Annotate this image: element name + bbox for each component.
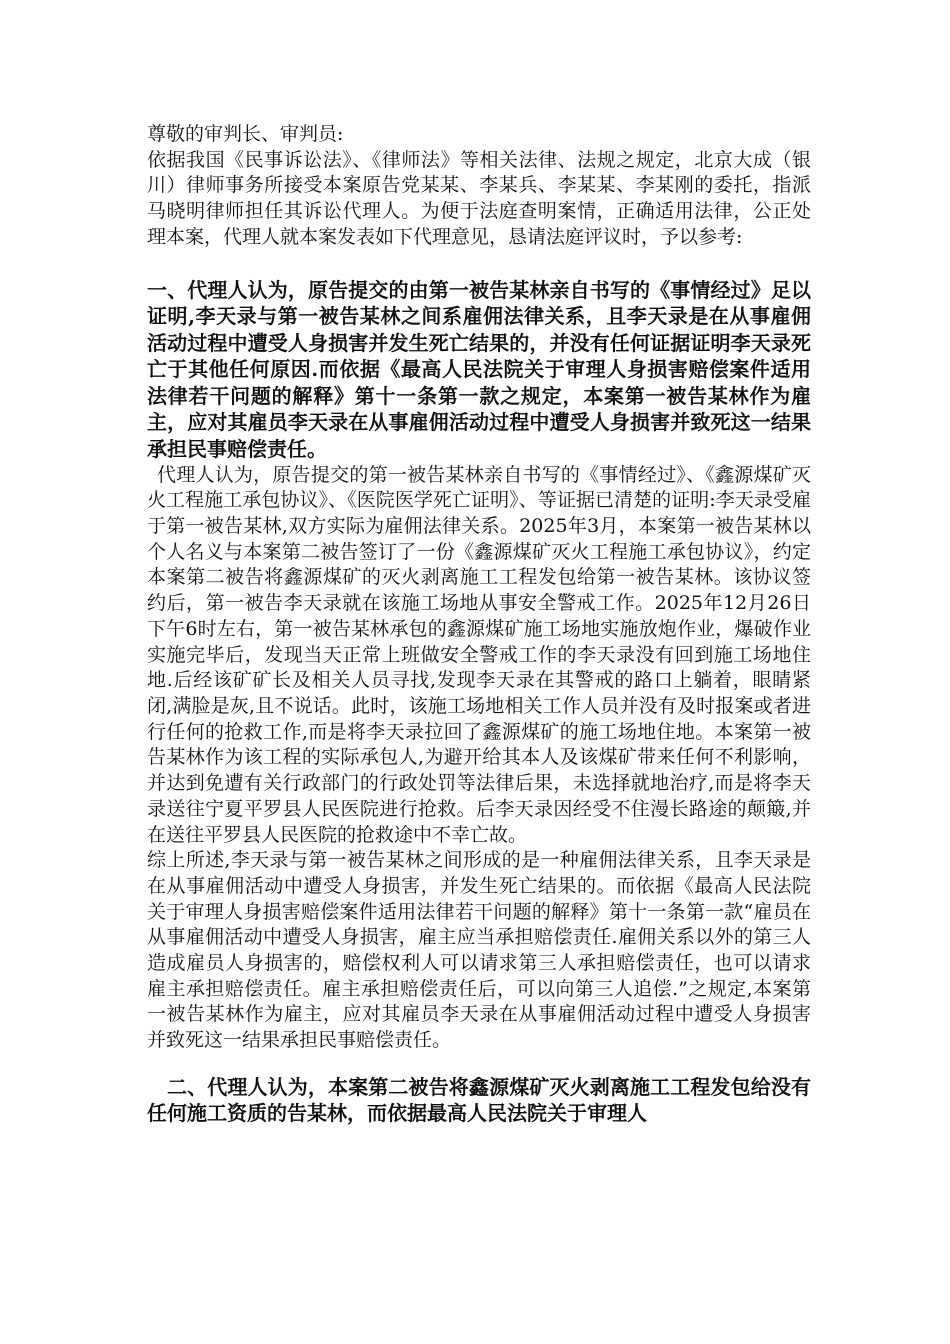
salutation: 尊敬的审判长、审判员: xyxy=(147,123,344,145)
point-1-conclusion: 综上所述,李天录与第一被告某林之间形成的是一种雇佣法律关系，且李天录是在从事雇佣活动中遭受人身损害，并发生死亡结果的。而依据《最高人民法院关于审理人身损害赔偿案件适用法律若干问题的解释》第十一条第一款“雇员在从事雇佣活动中遭受人身损害，雇主应当承担赔偿责任.雇佣关系以外的第三人造成雇员人身损害的，赔偿权利人可以请求第三人承担赔偿责任，也可以请求雇主承担赔偿责任。雇主承担赔偿责任后，可以向第三人追偿.”之规定,本案第一被告某林作为雇主，应对其雇员李天录在从事雇佣活动过程中遭受人身损害并致死这一结果承担民事赔偿责任。 xyxy=(147,849,811,1052)
intro-paragraph: 依据我国《民事诉讼法》、《律师法》等相关法律、法规之规定，北京大成（银川）律师事务所接受本案原告党某某、李某兵、李某某、李某刚的委托，指派马晓明律师担任其诉讼代理人。为便于法庭查明案情，正确适用法律，公正处理本案，代理人就本案发表如下代理意见，恳请法庭评议时，予以参考: xyxy=(147,148,811,248)
point-1-body: 代理人认为，原告提交的第一被告某林亲自书写的《事情经过》、《鑫源煤矿灭火工程施工承包协议》、《医院医学死亡证明》、等证据已清楚的证明:李天录受雇于第一被告某林,双方实际为雇佣法律关系。2025年3月，本案第一被告某林以个人名义与本案第二被告签订了一份《鑫源煤矿灭火工程施工承包协议》，约定本案第二被告将鑫源煤矿的灭火剥离施工工程发包给第一被告某林。该协议签约后，第一被告李天录就在该施工场地从事安全警戒工作。2025年12月26日下午6时左右，第一被告某林承包的鑫源煤矿施工场地实施放炮作业，爆破作业实施完毕后，发现当天正常上班做安全警戒工作的李天录没有回到施工场地住地.后经该矿矿长及相关人员寻找,发现李天录在其警戒的路口上躺着，眼睛紧闭,满脸是灰,且不说话。此时，该施工场地相关工作人员并没有及时报案或者进行任何的抢救工作,而是将李天录拉回了鑫源煤矿的施工场地住地。本案第一被告某林作为该工程的实际承包人,为避开给其本人及该煤矿带来任何不利影响，并达到免遭有关行政部门的行政处罚等法律后果，未选择就地治疗,而是将李天录送往宁夏平罗县人民医院进行抢救。后李天录因经受不住漫长路途的颠簸,并在送往平罗县人民医院的抢救途中不幸亡故。 xyxy=(147,463,811,846)
point-2-heading: 二、代理人认为，本案第二被告将鑫源煤矿灭火剥离施工工程发包给没有任何施工资质的告某林，而依据最高人民法院关于审理人 xyxy=(147,1074,811,1126)
document-page xyxy=(147,122,811,1127)
paragraph-spacer xyxy=(147,1054,811,1074)
paragraph-spacer xyxy=(147,251,811,277)
point-1-heading: 一、代理人认为，原告提交的由第一被告某林亲自书写的《事情经过》足以证明,李天录与第一被告某林之间系雇佣法律关系，且李天录是在从事雇佣活动过程中遭受人身损害并发生死亡结果的，并没有任何证据证明李天录死亡于其他任何原因.而依据《最高人民法院关于审理人身损害赔偿案件适用法律若干问题的解释》第十一条第一款之规定，本案第一被告某林作为雇主，应对其雇员李天录在从事雇佣活动过程中遭受人身损害并致死这一结果承担民事赔偿责任。 xyxy=(147,277,811,462)
